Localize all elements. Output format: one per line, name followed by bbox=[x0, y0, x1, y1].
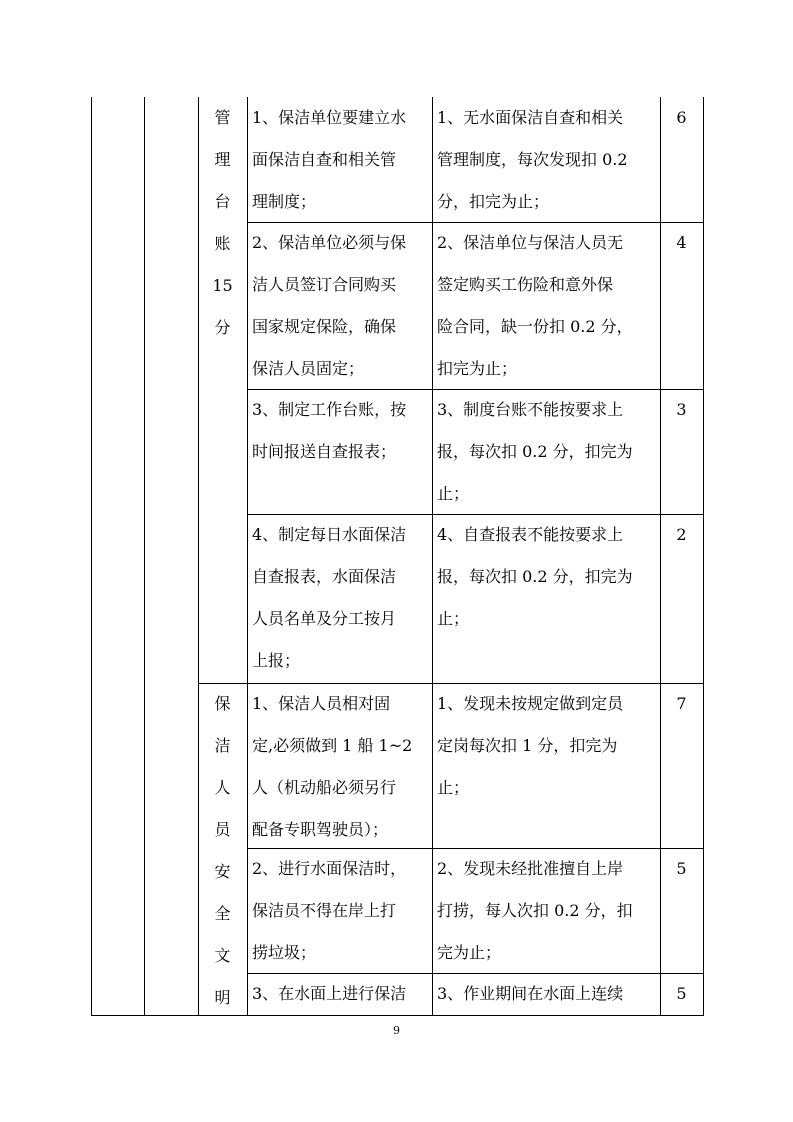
requirement-cell: 1、保洁单位要建立水 面保洁自查和相关管 理制度； bbox=[252, 108, 407, 211]
requirement-cell: 3、在水面上进行保洁 bbox=[252, 984, 407, 1003]
deduction-cell: 1、无水面保洁自查和相关 管理制度，每次发现扣 0.2 分，扣完为止； bbox=[437, 108, 628, 211]
table-border bbox=[91, 97, 92, 1016]
table-border bbox=[703, 97, 704, 1016]
requirement-cell: 2、进行水面保洁时， 保洁员不得在岸上打 捞垃圾； bbox=[252, 859, 407, 962]
table-border bbox=[247, 97, 248, 1016]
requirement-cell: 3、制定工作台账，按 时间报送自查报表； bbox=[252, 400, 407, 461]
requirement-cell: 4、制定每日水面保洁 自查报表，水面保洁 人员名单及分工按月 上报； bbox=[252, 525, 407, 670]
requirement-cell: 2、保洁单位必须与保 洁人员签订合同购买 国家规定保险，确保 保洁人员固定； bbox=[252, 233, 407, 378]
requirement-cell: 1、保洁人员相对固 定,必须做到 1 船 1~2 人（机动船必须另行 配备专职驾驶员）； bbox=[252, 694, 413, 839]
points-cell: 3 bbox=[676, 400, 687, 419]
deduction-cell: 4、自查报表不能按要求上 报，每次扣 0.2 分，扣完为 止； bbox=[437, 525, 633, 628]
category-staff-safety: 保 洁 人 员 安 全 文 明 bbox=[214, 694, 231, 1007]
points-cell: 5 bbox=[676, 984, 687, 1003]
deduction-cell: 3、制度台账不能按要求上 报，每次扣 0.2 分，扣完为 止； bbox=[437, 400, 633, 503]
points-cell: 4 bbox=[676, 233, 687, 252]
points-cell: 7 bbox=[676, 694, 687, 713]
deduction-cell: 1、发现未按规定做到定员 定岗每次扣 1 分，扣完为 止； bbox=[437, 694, 624, 797]
table-border bbox=[432, 97, 433, 1016]
points-cell: 5 bbox=[676, 859, 687, 878]
deduction-cell: 2、保洁单位与保洁人员无 签定购买工伤险和意外保 险合同，缺一份扣 0.2 分， 扣完为止； bbox=[437, 233, 633, 378]
table-bottom-border bbox=[91, 1015, 704, 1016]
deduction-cell: 2、发现未经批准擅自上岸 打捞，每人次扣 0.2 分，扣 完为止； bbox=[437, 859, 633, 962]
deduction-cell: 3、作业期间在水面上连续 bbox=[437, 984, 624, 1003]
points-cell: 6 bbox=[676, 108, 687, 127]
points-cell: 2 bbox=[676, 525, 687, 544]
category-management-ledger: 管 理 台 账 15 分 bbox=[212, 108, 233, 337]
page-number: 9 bbox=[393, 1024, 400, 1037]
table-border bbox=[144, 97, 145, 1016]
